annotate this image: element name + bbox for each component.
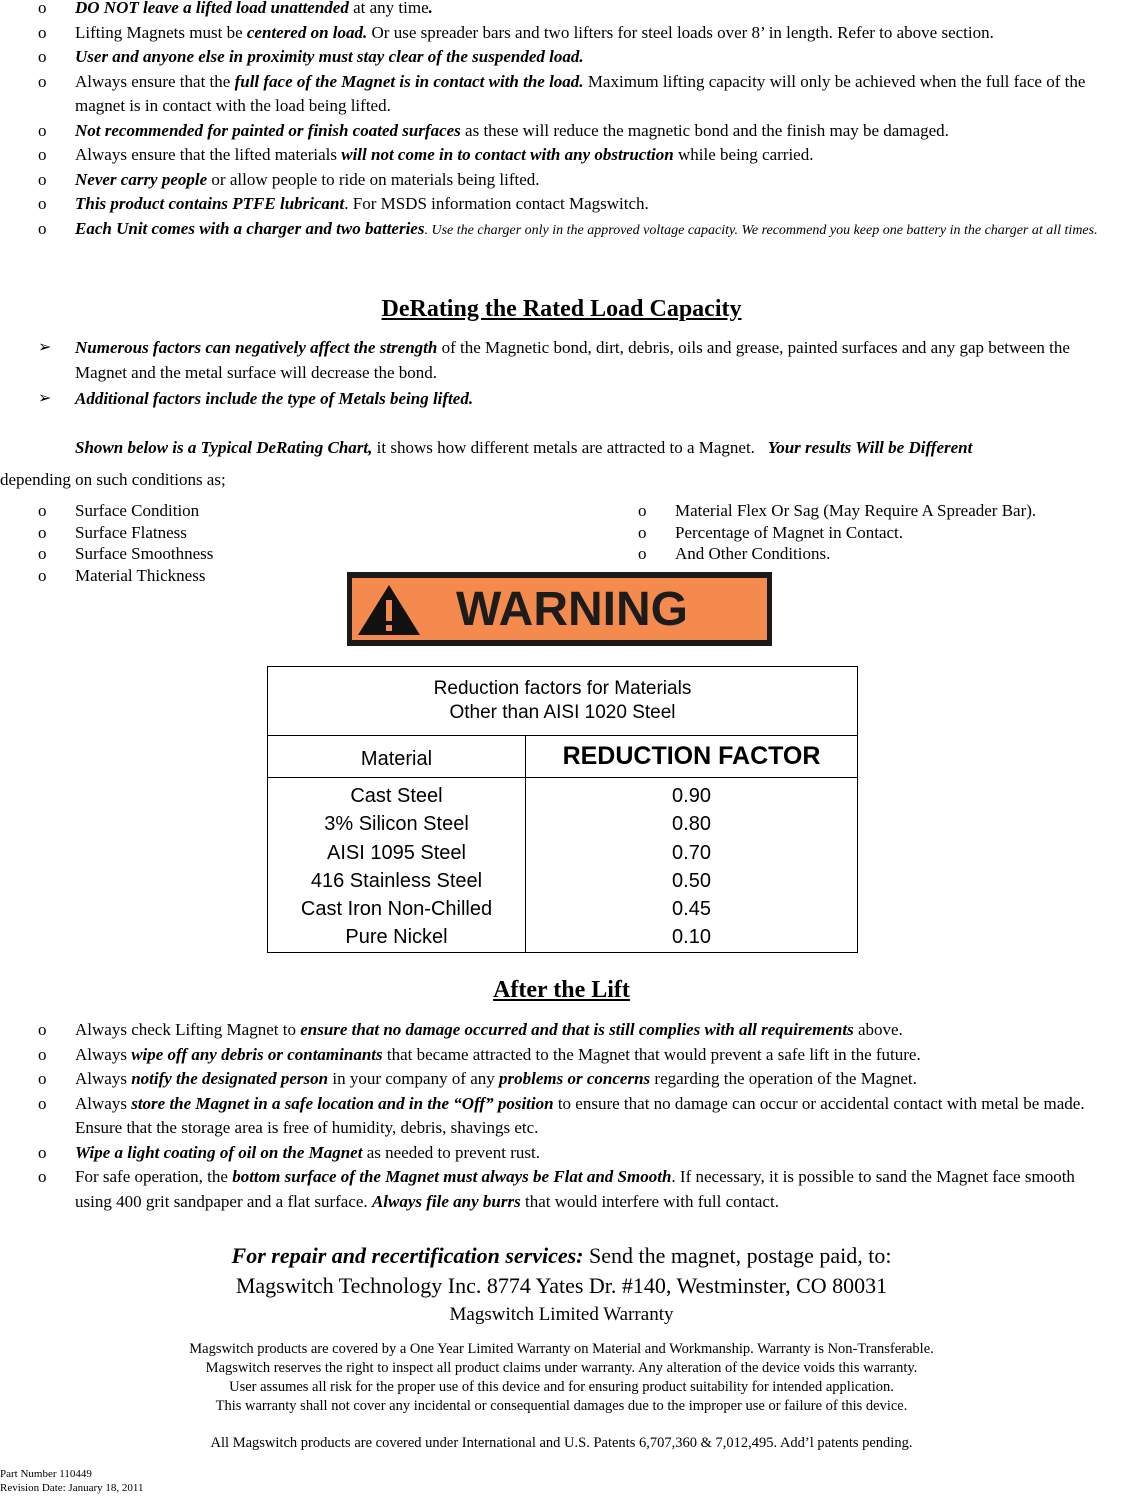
bullet-marker: o bbox=[38, 544, 47, 564]
after-lift-section bbox=[0, 977, 1123, 1004]
condition-item bbox=[600, 522, 1120, 544]
arrow-bullet-icon: ➢ bbox=[38, 390, 52, 407]
derating-arrow-item bbox=[0, 387, 1123, 412]
bullet-marker: o bbox=[38, 0, 47, 17]
material-column-header: Material bbox=[268, 736, 526, 778]
bullet-marker: o bbox=[38, 47, 47, 66]
top-bullet-segment: Never carry people bbox=[75, 169, 208, 189]
bullet-marker: o bbox=[38, 169, 47, 189]
after-bullet-segment: For safe operation, the bbox=[75, 1167, 233, 1186]
after-bullet-item bbox=[0, 1141, 1123, 1166]
after-bullet-segment: Always file any burrs bbox=[371, 1191, 521, 1211]
after-lift-bullet-list bbox=[0, 1018, 1123, 1214]
after-bullet-text bbox=[75, 1141, 1115, 1166]
warranty-line: User assumes all risk for the proper use of this device and for ensuring product suitability for intended application. bbox=[229, 1379, 894, 1395]
warning-label: WARNING bbox=[456, 583, 688, 636]
arrow-bullet-icon: ➢ bbox=[38, 339, 52, 356]
condition-text: Surface Flatness bbox=[75, 522, 187, 542]
bullet-marker: o bbox=[638, 501, 647, 520]
after-bullet-item bbox=[0, 1018, 1123, 1043]
condition-text: Material Thickness bbox=[75, 566, 206, 586]
top-bullet-text bbox=[75, 143, 1115, 168]
bullet-marker: o bbox=[38, 1044, 47, 1064]
condition-text: And Other Conditions. bbox=[675, 544, 831, 564]
top-bullet-item bbox=[0, 168, 1123, 193]
warranty-line: Magswitch reserves the right to inspect all product claims under warranty. Any alteration of the device voids this warranty. bbox=[205, 1360, 918, 1376]
warranty-line: Magswitch products are covered by a One Year Limited Warranty on Material and Workmanship. Warranty is Non-Transferable. bbox=[189, 1341, 934, 1357]
after-bullet-item bbox=[0, 1092, 1123, 1141]
after-bullet-segment: above. bbox=[853, 1020, 903, 1039]
top-bullet-segment: User and anyone else in proximity must stay clear of the suspended load. bbox=[75, 47, 584, 66]
after-bullet-segment: store the Magnet in a safe location and in the “Off” position bbox=[131, 1093, 554, 1113]
top-bullet-text bbox=[75, 217, 1115, 244]
bullet-marker: o bbox=[38, 1142, 47, 1162]
table-caption-line2: Other than AISI 1020 Steel bbox=[449, 702, 676, 723]
derating-arrow-segment: of the Magnetic bond, dirt, debris, oils and grease, painted surfaces and any gap between the Magnet and the metal surface will decrease the bond. bbox=[75, 338, 1070, 382]
table-caption-line1: Reduction factors for Materials bbox=[433, 678, 692, 699]
top-bullet-text bbox=[75, 168, 1115, 193]
patents-line: All Magswitch products are covered under International and U.S. Patents 6,707,360 & 7,012,495. Add’l patents pending. bbox=[210, 1435, 913, 1451]
top-bullet-segment: Maximum lifting capacity will only be achieved when the full face of the magnet is in contact with the load being lifted. bbox=[75, 71, 1086, 115]
after-bullet-item bbox=[0, 1043, 1123, 1068]
after-bullet-text bbox=[75, 1067, 1115, 1092]
top-bullet-text bbox=[75, 192, 1115, 217]
top-bullet-segment: while being carried. bbox=[673, 145, 814, 164]
top-bullet-segment: Not recommended for painted or finish coated surfaces bbox=[75, 120, 461, 140]
derating-depending bbox=[0, 468, 1123, 492]
bullet-marker: o bbox=[38, 566, 47, 586]
top-bullet-item bbox=[0, 143, 1123, 168]
after-bullet-item bbox=[0, 1165, 1123, 1214]
after-bullet-segment: notify the designated person bbox=[131, 1069, 329, 1088]
bullet-marker: o bbox=[38, 120, 47, 140]
top-bullet-segment: Lifting Magnets must be bbox=[75, 22, 247, 42]
revision-date: Revision Date: January 18, 2011 bbox=[0, 1482, 144, 1494]
after-bullet-segment: that became attracted to the Magnet that would prevent a safe lift in the future. bbox=[382, 1044, 921, 1064]
condition-text: Material Flex Or Sag (May Require A Spreader Bar). bbox=[675, 501, 1037, 520]
after-bullet-segment: Always check Lifting Magnet to bbox=[75, 1020, 301, 1039]
part-number: Part Number 110449 bbox=[0, 1468, 92, 1480]
derating-heading: DeRating the Rated Load Capacity bbox=[381, 296, 742, 322]
table-cell-material: AISI 1095 Steel bbox=[327, 841, 466, 864]
top-bullet-segment: . For MSDS information contact Magswitch. bbox=[344, 194, 649, 213]
derating-arrow-text bbox=[75, 387, 1115, 412]
after-bullet-segment: regarding the operation of the Magnet. bbox=[650, 1069, 917, 1088]
top-bullet-text bbox=[75, 0, 1115, 21]
bullet-marker: o bbox=[38, 501, 47, 520]
warranty-title: Magswitch Limited Warranty bbox=[449, 1304, 674, 1325]
top-bullet-item bbox=[0, 21, 1123, 46]
bullet-marker: o bbox=[38, 1093, 47, 1113]
reduction-factor-column-header: REDUCTION FACTOR bbox=[526, 736, 858, 778]
repair-line bbox=[0, 1242, 1123, 1270]
bullet-marker: o bbox=[38, 22, 47, 42]
bullet-marker: o bbox=[638, 522, 647, 542]
warning-triangle-icon bbox=[352, 578, 444, 640]
derating-intro-text: it shows how different metals are attracted to a Magnet. bbox=[372, 438, 768, 457]
warranty-line: This warranty shall not cover any incidental or consequential damages due to the improper use or failure of this device. bbox=[215, 1398, 908, 1414]
table-cell-factor: 0.90 bbox=[672, 785, 711, 807]
after-bullet-text bbox=[75, 1092, 1115, 1141]
derating-arrow-segment: Additional factors include the type of Metals being lifted. bbox=[75, 389, 474, 408]
top-bullet-segment: at any time bbox=[348, 0, 429, 17]
top-bullet-item bbox=[0, 119, 1123, 144]
top-bullet-text bbox=[75, 45, 1115, 70]
bullet-marker: o bbox=[638, 544, 647, 564]
top-bullet-segment: as these will reduce the magnetic bond and the finish may be damaged. bbox=[460, 120, 949, 140]
table-cell-factor: 0.70 bbox=[672, 841, 711, 864]
after-bullet-text bbox=[75, 1043, 1115, 1068]
derating-intro-bold: Shown below is a Typical DeRating Chart, bbox=[75, 438, 373, 457]
material-column bbox=[268, 778, 526, 953]
conditions-right-list bbox=[600, 500, 1120, 565]
condition-text: Percentage of Magnet in Contact. bbox=[675, 522, 904, 542]
derating-arrow-list bbox=[0, 336, 1123, 414]
top-bullet-item bbox=[0, 45, 1123, 70]
top-bullet-segment: . bbox=[428, 0, 433, 17]
top-bullet-segment: Always ensure that the bbox=[75, 71, 235, 91]
derating-section bbox=[0, 296, 1123, 323]
top-bullet-item bbox=[0, 217, 1123, 244]
derating-intro-bold2: Your results Will be Different bbox=[767, 438, 973, 457]
after-bullet-segment: in your company of any bbox=[328, 1069, 500, 1088]
bullet-marker: o bbox=[38, 194, 47, 213]
repair-bold: For repair and recertification services: bbox=[231, 1243, 584, 1268]
condition-item bbox=[0, 522, 560, 544]
after-bullet-segment: as needed to prevent rust. bbox=[362, 1142, 540, 1162]
after-bullet-item bbox=[0, 1067, 1123, 1092]
top-bullet-text bbox=[75, 21, 1115, 46]
reduction-factor-table bbox=[267, 666, 858, 953]
after-bullet-segment: ensure that no damage occurred and that is still complies with all requirements bbox=[300, 1020, 854, 1039]
derating-intro bbox=[0, 436, 1123, 460]
table-caption bbox=[268, 667, 858, 736]
after-bullet-segment: . If necessary, it is possible to sand the Magnet face smooth using 400 grit sandpaper and a flat surface. bbox=[75, 1167, 1075, 1211]
table-cell-material: Cast Iron Non-Chilled bbox=[300, 898, 493, 921]
bullet-marker: o bbox=[38, 522, 47, 542]
table-cell-material: 3% Silicon Steel bbox=[324, 813, 469, 836]
warning-panel bbox=[352, 578, 767, 640]
top-bullet-segment: full face of the Magnet is in contact with the load. bbox=[234, 71, 584, 91]
top-bullet-item bbox=[0, 192, 1123, 217]
after-bullet-segment: Always bbox=[75, 1093, 132, 1113]
condition-item bbox=[0, 500, 560, 522]
table-cell-factor: 0.10 bbox=[672, 926, 711, 949]
after-bullet-text bbox=[75, 1018, 1115, 1043]
after-lift-heading: After the Lift bbox=[493, 977, 630, 1003]
after-bullet-segment: to ensure that no damage can occur or accidental contact with metal be made. Ensure that the storage area is free of humidity, debris, shavings etc. bbox=[75, 1093, 1085, 1137]
derating-arrow-item bbox=[0, 336, 1123, 385]
factor-column bbox=[526, 778, 858, 953]
after-bullet-segment: wipe off any debris or contaminants bbox=[131, 1044, 383, 1064]
after-bullet-segment: that would interfere with full contact. bbox=[520, 1191, 779, 1211]
table-cell-factor: 0.80 bbox=[672, 813, 711, 836]
table-cell-factor: 0.45 bbox=[672, 898, 711, 921]
top-bullet-item bbox=[0, 70, 1123, 119]
top-bullet-segment: This product contains PTFE lubricant bbox=[75, 194, 345, 213]
repair-text: Send the magnet, postage paid, to: bbox=[583, 1243, 892, 1268]
warranty-lines bbox=[0, 1340, 1123, 1416]
bullet-marker: o bbox=[38, 71, 47, 91]
top-bullet-segment: Or use spreader bars and two lifters for steel loads over 8’ in length. Refer to above section. bbox=[367, 22, 994, 42]
top-bullet-list bbox=[0, 0, 1123, 243]
condition-item bbox=[0, 543, 560, 565]
table-cell-factor: 0.50 bbox=[672, 869, 711, 892]
after-bullet-segment: Always bbox=[75, 1069, 132, 1088]
after-bullet-segment: Wipe a light coating of oil on the Magnet bbox=[75, 1142, 363, 1162]
bullet-marker: o bbox=[38, 1069, 47, 1088]
derating-arrow-segment: Numerous factors can negatively affect the strength bbox=[75, 338, 438, 357]
top-bullet-text bbox=[75, 119, 1115, 144]
table-cell-material: Pure Nickel bbox=[345, 926, 448, 949]
top-bullet-segment: DO NOT leave a lifted load unattended bbox=[75, 0, 349, 17]
top-bullet-segment: or allow people to ride on materials being lifted. bbox=[207, 169, 540, 189]
condition-text: Surface Condition bbox=[75, 501, 200, 520]
repair-address: Magswitch Technology Inc. 8774 Yates Dr. #140, Westminster, CO 80031 bbox=[235, 1273, 888, 1298]
bullet-marker: o bbox=[38, 1167, 47, 1186]
top-bullet-segment: . Use the charger only in the approved voltage capacity. We recommend you keep one battery in the charger at all times. bbox=[424, 222, 1098, 238]
bullet-marker: o bbox=[38, 1020, 47, 1039]
table-cell-material: 416 Stainless Steel bbox=[310, 869, 483, 892]
top-bullet-segment: Always ensure that the lifted materials bbox=[75, 145, 342, 164]
top-bullet-segment: Each Unit comes with a charger and two batteries bbox=[75, 218, 425, 238]
top-bullet-segment: will not come in to contact with any obstruction bbox=[341, 145, 674, 164]
condition-item bbox=[600, 543, 1120, 565]
table-cell-material: Cast Steel bbox=[350, 785, 443, 807]
top-bullet-text bbox=[75, 70, 1115, 119]
after-bullet-segment: bottom surface of the Magnet must always be Flat and Smooth bbox=[232, 1167, 672, 1186]
top-bullet-segment: centered on load. bbox=[246, 22, 368, 42]
condition-item bbox=[600, 500, 1120, 522]
after-bullet-segment: problems or concerns bbox=[499, 1069, 651, 1088]
top-bullet-item bbox=[0, 0, 1123, 21]
bullet-marker: o bbox=[38, 145, 47, 164]
warning-sign bbox=[347, 572, 772, 646]
bullet-marker: o bbox=[38, 218, 47, 238]
depending-text: depending on such conditions as; bbox=[0, 470, 226, 489]
derating-arrow-text bbox=[75, 336, 1115, 385]
after-bullet-text bbox=[75, 1165, 1115, 1214]
after-bullet-segment: Always bbox=[75, 1044, 132, 1064]
condition-text: Surface Smoothness bbox=[75, 544, 214, 564]
